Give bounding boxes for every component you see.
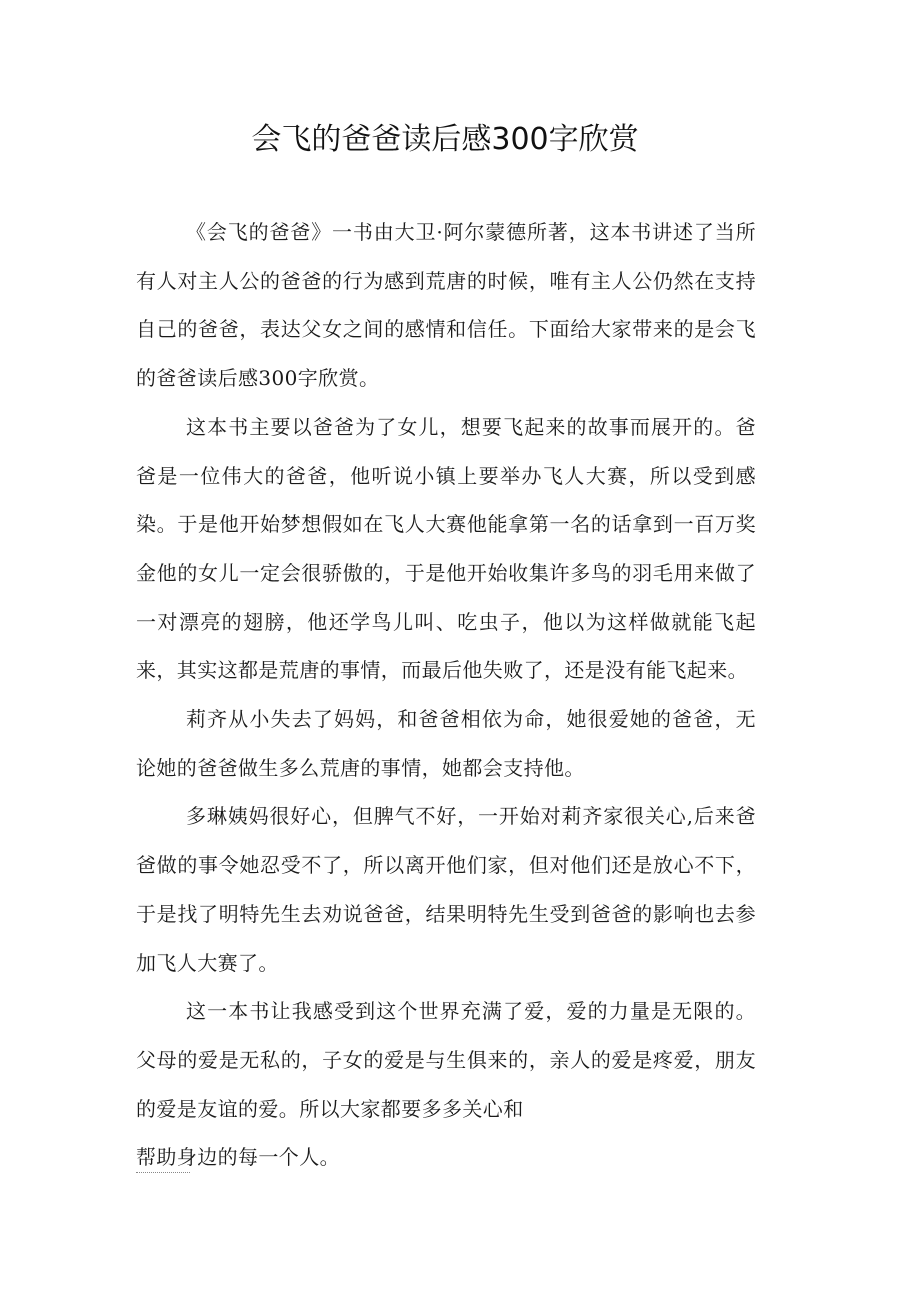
- paragraph-lizzie: 莉齐从小失去了妈妈，和爸爸相依为命，她很爱她的爸爸，无论她的爸爸做生多么荒唐的事情，她都会支持他。: [136, 707, 756, 780]
- footer-divider: [136, 1172, 190, 1173]
- closing-line: 帮助身边的每一个人。: [136, 1145, 340, 1170]
- paragraph-intro: 《会飞的爸爸》一书由大卫·阿尔蒙德所著，这本书讲述了当所有人对主人公的爸爸的行为感到荒唐的时候，唯有主人公仍然在支持自己的爸爸，表达父女之间的感情和信任。下面给大家带来的是会飞的爸爸读后感300字欣赏。: [136, 220, 756, 391]
- paragraph-conclusion: 这一本书让我感受到这个世界充满了爱，爱的力量是无限的。父母的爱是无私的，子女的爱是与生俱来的，亲人的爱是疼爱，朋友的爱是友谊的爱。所以大家都要多多关心和: [136, 999, 756, 1121]
- paragraph-story: 这本书主要以爸爸为了女儿，想要飞起来的故事而展开的。爸爸是一位伟大的爸爸，他听说小镇上要举办飞人大赛，所以受到感染。于是他开始梦想假如在飞人大赛他能拿第一名的话拿到一百万奖金他的女儿一定会很骄傲的，于是他开始收集许多鸟的羽毛用来做了一对漂亮的翅膀，他还学鸟儿叫、吃虫子，他以为这样做就能飞起来，其实这都是荒唐的事情，而最后他失败了，还是没有能飞起来。: [136, 414, 756, 683]
- paragraph-aunt: 多琳姨妈很好心，但脾气不好，一开始对莉齐家很关心,后来爸爸做的事令她忍受不了，所以离开他们家，但对他们还是放心不下，于是找了明特先生去劝说爸爸，结果明特先生受到爸爸的影响也去参加飞人大赛了。: [136, 804, 756, 975]
- document-title: 会飞的爸爸读后感300字欣赏: [251, 122, 639, 157]
- document-body: [136, 208, 756, 1182]
